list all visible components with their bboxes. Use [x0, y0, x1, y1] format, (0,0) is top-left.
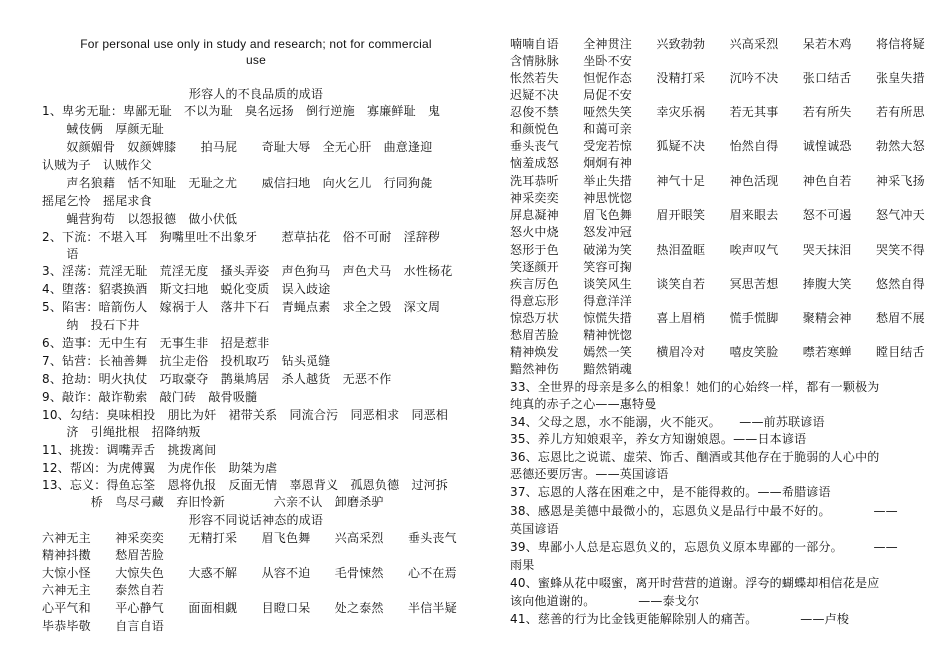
- quote-39-line-2: 雨果: [510, 558, 535, 572]
- text-line: 13、忘义：得鱼忘筌 恩将仇报 反面无情 辜恩背义 孤恩负德 过河拆: [42, 478, 449, 492]
- text-line: 心平气和 平心静气 面面相觑 目瞪口呆 处之泰然 半信半疑: [42, 601, 457, 615]
- text-line: 大惊小怪 大惊失色 大惑不解 从容不迫 毛骨悚然 心不在焉: [42, 566, 457, 580]
- text-line: 11、挑拨：调嘴弄舌 挑拨离间: [42, 443, 217, 457]
- text-line: 7、钻营：长袖善舞 抗尘走俗 投机取巧 钻头觅缝: [42, 354, 331, 368]
- text-line: 忍俊不禁 哑然失笑 幸灾乐祸 若无其事 若有所失 若有所思: [510, 105, 925, 119]
- quote-33-line-1: 33、全世界的母亲是多么的相象！她们的心始终一样，都有一颗极为: [510, 380, 880, 394]
- quote-41: 41、慈善的行为比金钱更能解除别人的痛苦。 ——卢梭: [510, 612, 850, 626]
- text-line: 奴颜媚骨 奴颜婢膝 拍马屁 奇耻大辱 全无心肝 曲意逢迎: [42, 140, 433, 154]
- text-line: 喃喃自语 全神贯注 兴致勃勃 兴高采烈 呆若木鸡 将信将疑: [510, 37, 925, 51]
- text-line: 怅然若失 怛怩作态 没精打采 沉吟不决 张口结舌 张皇失措: [510, 71, 925, 85]
- text-line: 4、堕落：貂裘换酒 斯文扫地 蜕化变质 误入歧途: [42, 282, 331, 296]
- text-line: 蝇营狗苟 以怨报德 做小伏低: [42, 212, 238, 226]
- quote-40-line-1: 40、蜜蜂从花中啜蜜，离开时营营的道谢。浮夸的蝴蝶却相信花是应: [510, 576, 880, 590]
- text-line: 8、抢劫：明火执仗 巧取豪夺 鹊巢鸠居 杀人越货 无恶不作: [42, 372, 392, 386]
- quote-34: 34、父母之恩，水不能溺，火不能灭。 ——前苏联谚语: [510, 415, 825, 429]
- quote-38-line-2: 英国谚语: [510, 522, 559, 536]
- quote-39-line-1: 39、卑鄙小人总是忘恩负义的，忘恩负义原本卑鄙的一部分。 ——: [510, 540, 898, 554]
- text-line: 6、造事：无中生有 无事生非 招是惹非: [42, 336, 270, 350]
- text-line: 怒形于色 破涕为笑 热泪盈眶 唉声叹气 哭天抹泪 哭笑不得: [510, 243, 925, 257]
- text-line: 2、下流：不堪入耳 狗嘴里吐不出象牙 惹草拈花 俗不可耐 淫辞秽: [42, 230, 441, 244]
- text-line: 六神无主 泰然自若: [42, 583, 165, 597]
- text-line: 语: [42, 247, 79, 261]
- text-line: 疾言厉色 谈笑风生 谈笑自若 冥思苦想 捧腹大笑 悠然自得: [510, 277, 925, 291]
- text-line: 精神焕发 嫣然一笑 横眉冷对 嘻皮笑脸 噤若寒蝉 瞠目结舌: [510, 345, 925, 359]
- text-line: 愁眉苦脸 精神恍惚: [510, 328, 633, 342]
- text-line: 12、帮凶：为虎傅翼 为虎作伥 助桀为虐: [42, 461, 278, 475]
- disclaimer-line-2: use: [246, 53, 266, 67]
- text-line: 5、陷害：暗箭伤人 嫁祸于人 落井下石 青蝇点素 求全之毁 深文周: [42, 300, 441, 314]
- quote-36-line-2: 恶德还要厉害。——英国谚语: [510, 467, 669, 481]
- section-title-bad-qualities: 形容人的不良品质的成语: [188, 87, 324, 101]
- text-line: 3、淫荡：荒淫无耻 荒淫无度 搔头弄姿 声色狗马 声色犬马 水性杨花: [42, 264, 453, 278]
- text-line: 六神无主 神采奕奕 无精打采 眉飞色舞 兴高采烈 垂头丧气: [42, 531, 457, 545]
- text-line: 神采奕奕 神思恍惚: [510, 191, 633, 205]
- text-line: 笑逐颜开 笑容可掬: [510, 260, 633, 274]
- text-line: 恼羞成怒 炯炯有神: [510, 156, 633, 170]
- disclaimer-line-1: For personal use only in study and research; not for commercial: [80, 37, 432, 51]
- text-line: 得意忘形 得意洋洋: [510, 294, 633, 308]
- quote-33-line-2: 纯真的赤子之心——惠特曼: [510, 397, 657, 411]
- text-line: 屏息凝神 眉飞色舞 眉开眼笑 眉来眼去 怒不可遏 怒气冲天: [510, 208, 925, 222]
- text-line: 含情脉脉 坐卧不安: [510, 54, 633, 68]
- quote-40-line-2: 该向他道谢的。 ——泰戈尔: [510, 594, 700, 608]
- quote-37: 37、忘恩的人落在困难之中，是不能得救的。——希腊谚语: [510, 485, 831, 499]
- text-line: 认贼为子 认贼作父: [42, 158, 152, 172]
- text-line: 9、敲诈：敲诈勒索 敲门砖 敲骨吸髓: [42, 390, 258, 404]
- text-line: 洗耳恭听 举止失措 神气十足 神色活现 神色自若 神采飞扬: [510, 174, 925, 188]
- quote-38-line-1: 38、感恩是美德中最微小的，忘恩负义是品行中最不好的。 ——: [510, 504, 898, 518]
- text-line: 桥 鸟尽弓藏 弃旧怜新 六亲不认 卸磨杀驴: [42, 495, 384, 509]
- text-line: 精神抖擞 愁眉苦脸: [42, 548, 165, 562]
- text-line: 10、勾结：臭味相投 朋比为奸 裙带关系 同流合污 同恶相求 同恶相: [42, 408, 449, 422]
- text-line: 和颜悦色 和蔼可亲: [510, 122, 633, 136]
- quote-35: 35、养儿方知娘艰辛，养女方知谢娘恩。——日本谚语: [510, 432, 807, 446]
- quote-36-line-1: 36、忘恩比之说谎、虚荣、饰舌、酗酒或其他存在于脆弱的人心中的: [510, 450, 880, 464]
- section-title-speaking-expressions: 形容不同说话神态的成语: [188, 513, 324, 527]
- text-line: 黯然神伤 黯然销魂: [510, 362, 633, 376]
- text-line: 毕恭毕敬 自言自语: [42, 619, 165, 633]
- text-line: 迟疑不决 局促不安: [510, 88, 633, 102]
- text-line: 摇尾乞怜 摇尾求食: [42, 194, 152, 208]
- text-line: 怒火中烧 怒发冲冠: [510, 225, 633, 239]
- text-line: 声名狼藉 恬不知耻 无耻之尤 威信扫地 向火乞儿 行同狗彘: [42, 176, 433, 190]
- text-line: 垂头丧气 受宠若惊 狐疑不决 怡然自得 诚惶诚恐 勃然大怒: [510, 139, 925, 153]
- text-line: 纳 投石下井: [42, 318, 140, 332]
- text-line: 惊恐万状 惊慌失措 喜上眉梢 慌手慌脚 聚精会神 愁眉不展: [510, 311, 925, 325]
- text-line: 1、卑劣无耻：卑鄙无耻 不以为耻 臭名远扬 倒行逆施 寡廉鲜耻 鬼: [42, 104, 441, 118]
- text-line: 济 引绳批根 招降纳叛: [42, 425, 201, 439]
- text-line: 蜮伎俩 厚颜无耻: [42, 122, 165, 136]
